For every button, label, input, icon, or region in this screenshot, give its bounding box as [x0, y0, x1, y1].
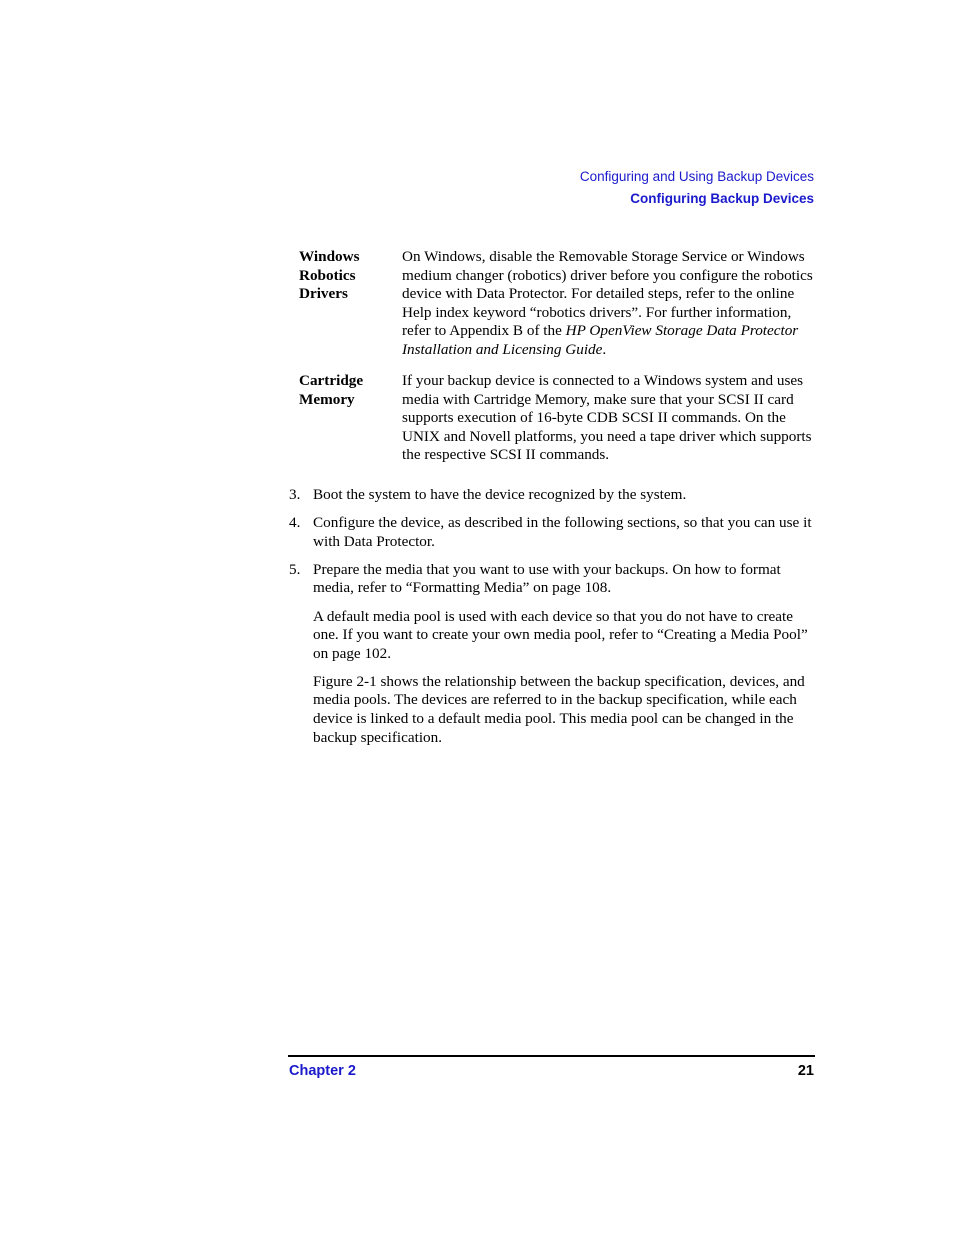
header-section-title: Configuring Backup Devices: [630, 191, 814, 206]
page-number: 21: [797, 1063, 814, 1079]
step-paragraph: Configure the device, as described in the following sections, so that you can use it with Data Protector.: [313, 514, 812, 550]
step-item: [289, 561, 815, 747]
step-body: [313, 514, 815, 551]
definition-row: [299, 248, 815, 360]
footer-rule: [288, 1055, 815, 1057]
step-item: [289, 514, 815, 551]
step-paragraph: A default media pool is used with each device so that you do not have to create one. If you want to create your own media pool, refer to “Creating a Media Pool” on page 102.: [313, 607, 808, 662]
step-list: [289, 486, 815, 747]
desc-text: If your backup device is connected to a Windows system and uses media with Cartridge Memory, make sure that your SCSI II card supports execution of 16-byte CDB SCSI II commands. On the UNIX and Novell platforms, you need a tape driver which supports the respective SCSI II commands.: [402, 372, 812, 464]
step-number: 5.: [289, 560, 301, 578]
step-paragraph: Boot the system to have the device recognized by the system.: [313, 486, 687, 504]
step-paragraph: Figure 2-1 shows the relationship between the backup specification, devices, and media pools. The devices are referred to in the backup specification, while each device is linked to a default media pool. This media pool can be changed in the backup specification.: [313, 672, 805, 746]
step-body: [313, 561, 815, 747]
definition-description: [402, 248, 815, 360]
term-line: Drivers: [299, 285, 348, 303]
step-number: 4.: [289, 514, 301, 532]
desc-text-end: .: [602, 340, 607, 358]
step-item: [289, 486, 815, 505]
step-paragraph: Prepare the media that you want to use with your backups. On how to format media, refer to “Formatting Media” on page 108.: [313, 560, 781, 597]
definition-term: [299, 372, 402, 465]
definition-list: [299, 248, 815, 465]
definition-description: [402, 372, 815, 465]
term-line: Robotics: [299, 266, 356, 284]
term-line: Cartridge: [299, 372, 364, 390]
header-chapter-title: Configuring and Using Backup Devices: [579, 169, 814, 184]
desc-text: On Windows, disable the Removable Storage Service or Windows medium changer (robotics) driver before you configure the robotics device with Data Protector. For detailed steps, refer to the online Help index keyword “robotics drivers”. For further information, refer to Appendix B of the: [402, 248, 813, 340]
step-body: [313, 486, 815, 505]
guide-title: HP OpenView Storage Data Protector Installation and Licensing Guide: [402, 322, 799, 358]
step-number: 3.: [289, 486, 301, 504]
running-header: [580, 166, 814, 210]
term-line: Windows: [299, 248, 360, 265]
definition-row: [299, 372, 815, 465]
footer-chapter-label: Chapter 2: [289, 1063, 356, 1079]
definition-term: [299, 248, 402, 360]
term-line: Memory: [299, 390, 355, 408]
running-footer: [289, 1063, 814, 1079]
page-body: [289, 248, 815, 757]
